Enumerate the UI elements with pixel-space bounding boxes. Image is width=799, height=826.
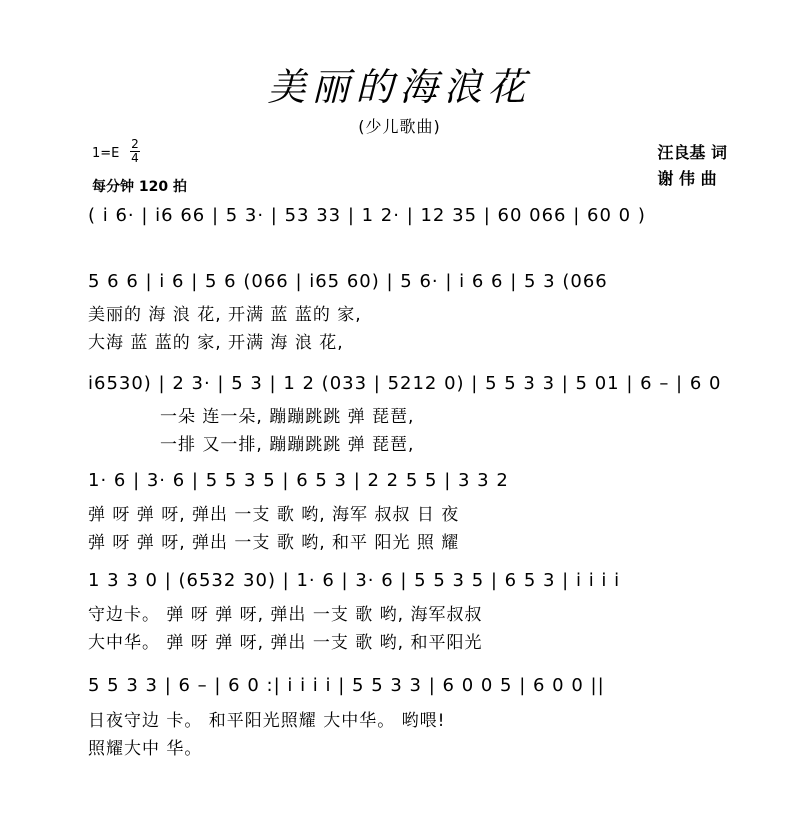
system-2-lyric-2: 大海 蓝 蓝的 家, 开满 海 浪 花, bbox=[88, 333, 344, 353]
system-6-lyric-1: 日夜守边 卡。 和平阳光照耀 大中华。 哟喂! bbox=[88, 711, 446, 731]
system-5-lyric-2: 大中华。 弹 呀 弹 呀, 弹出 一支 歌 哟, 和平阳光 bbox=[88, 633, 483, 653]
system-3-notes: i6530) | 2 3· | 5 3 | 1 2 (033 | 5212 0) | 5 5 3 3 | 5 01 | 6 – | 6 0 bbox=[88, 373, 722, 394]
time-signature-top: 2 bbox=[131, 137, 139, 151]
key-signature: 1=E bbox=[92, 146, 120, 161]
system-5-notes: 1 3 3 0 | (6532 30) | 1· 6 | 3· 6 | 5 5 3 5 | 6 5 3 | i i i i bbox=[88, 570, 621, 591]
system-4-notes: 1· 6 | 3· 6 | 5 5 3 5 | 6 5 3 | 2 2 5 5 | 3 3 2 bbox=[88, 470, 509, 491]
system-3-lyric-1: 一朵 连一朵, 蹦蹦跳跳 弹 琵琶, bbox=[160, 407, 415, 427]
song-title: 美丽的海浪花 bbox=[267, 65, 532, 109]
tempo-marking: 每分钟 120 拍 bbox=[92, 179, 187, 195]
system-1-notes: ( i 6· | i6 66 | 5 3· | 53 33 | 1 2· | 12 35 | 60 066 | 60 0 ) bbox=[88, 205, 646, 226]
system-6-lyric-2: 照耀大中 华。 bbox=[88, 739, 203, 759]
system-6-notes: 5 5 3 3 | 6 – | 6 0 :| i i i i | 5 5 3 3 | 6 0 0 5 | 6 0 0 || bbox=[88, 675, 605, 696]
system-5-lyric-1: 守边卡。 弹 呀 弹 呀, 弹出 一支 歌 哟, 海军叔叔 bbox=[88, 605, 483, 625]
system-4-lyric-2: 弹 呀 弹 呀, 弹出 一支 歌 哟, 和平 阳光 照 耀 bbox=[88, 533, 460, 553]
lyricist: 汪良基 词 bbox=[657, 143, 727, 162]
system-2-notes: 5 6 6 | i 6 | 5 6 (066 | i65 60) | 5 6· | i 6 6 | 5 3 (066 bbox=[88, 271, 608, 292]
composer: 谢 伟 曲 bbox=[657, 169, 717, 188]
system-4-lyric-1: 弹 呀 弹 呀, 弹出 一支 歌 哟, 海军 叔叔 日 夜 bbox=[88, 505, 460, 525]
time-signature-bottom: 4 bbox=[131, 151, 139, 165]
song-subtitle: (少儿歌曲) bbox=[358, 117, 441, 136]
system-3-lyric-2: 一排 又一排, 蹦蹦跳跳 弹 琵琶, bbox=[160, 435, 415, 455]
credits bbox=[657, 140, 727, 192]
system-2-lyric-1: 美丽的 海 浪 花, 开满 蓝 蓝的 家, bbox=[88, 305, 362, 325]
time-signature bbox=[130, 138, 140, 165]
